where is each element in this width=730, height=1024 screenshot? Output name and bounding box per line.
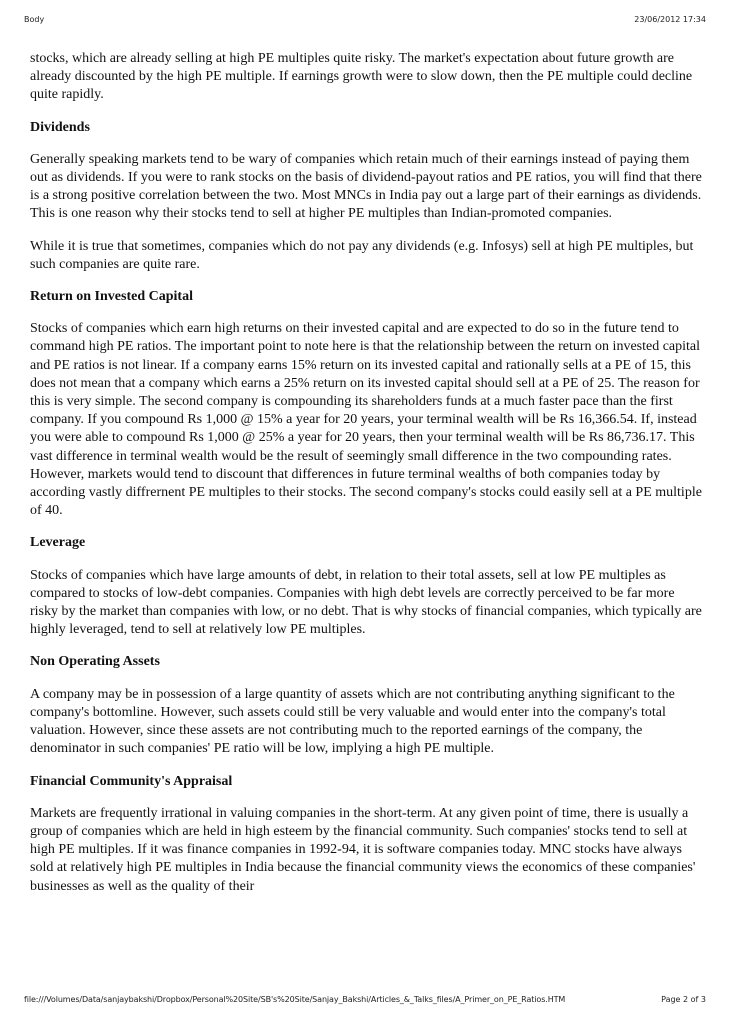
dividends-paragraph-2: While it is true that sometimes, companies which do not pay any dividends (e.g. Infosys) sell at high PE multiples, but such companies are quite rare. [30,238,694,272]
leverage-heading: Leverage [30,535,86,551]
non-operating-heading: Non Operating Assets [30,654,160,670]
document-body [30,50,702,910]
print-header-datetime: 23/06/2012 17:34 [634,15,706,24]
dividends-paragraph-1: Generally speaking markets tend to be wary of companies which retain much of their earnings instead of paying them out as dividends. If you were to rank stocks on the basis of dividend-payout ratios and PE ratios, you will find that there is a strong positive correlation between the two. Most MNCs in India pay out a large part of their earnings as dividends. This is one reason why their stocks tend to sell at higher PE multiples than Indian-promoted companies. [30,151,702,222]
print-footer-page: Page 2 of 3 [661,995,706,1004]
leverage-paragraph: Stocks of companies which have large amounts of debt, in relation to their total assets, sell at low PE multiples as compared to stocks of low-debt companies. Companies with high debt levels are correctly perceived to be far more risky by the market than companies with low, or no debt. That is why stocks of financial companies, which typically are highly leveraged, tend to sell at relatively low PE multiples. [30,567,702,638]
dividends-heading: Dividends [30,119,90,135]
appraisal-paragraph: Markets are frequently irrational in valuing companies in the short-term. At any given point of time, there is usually a group of companies which are held in high esteem by the financial community. Such companies' stocks tend to sell at high PE multiples. If it was finance companies in 1992-94, it is software companies today. MNC stocks have always sold at relatively high PE multiples in India because the financial community views the economics of these companies' businesses as well as the quality of their [30,805,696,894]
non-operating-paragraph: A company may be in possession of a large quantity of assets which are not contributing anything significant to the company's bottomline. However, such assets could still be very valuable and would enter into the company's total valuation. However, since these assets are not contributing much to the reported earnings of the company, the denominator in such companies' PE ratio will be low, implying a high PE multiple. [30,686,675,757]
intro-paragraph: stocks, which are already selling at high PE multiples quite risky. The market's expectation about future growth are already discounted by the high PE multiple. If earnings growth were to slow down, then the PE multiple could decline quite rapidly. [30,51,693,103]
print-footer-path: file:///Volumes/Data/sanjaybakshi/Dropbox/Personal%20Site/SB's%20Site/Sanjay_Bakshi/Articles_&_Talks_files/A_Primer_on_PE_Ratios.HTM [24,995,566,1004]
appraisal-heading: Financial Community's Appraisal [30,773,233,789]
roic-paragraph: Stocks of companies which earn high returns on their invested capital and are expected to do so in the future tend to command high PE ratios. The important point to note here is that the relationship between the return on invested capital and PE ratios is not linear. If a company earns 15% return on its invested capital and rationally sells at a PE of 15, this does not mean that a company which earns a 25% return on its invested capital should sell at a PE of 25. The reason for this is very simple. The second company is compounding its shareholders funds at a much faster pace than the first company. If you compound Rs 1,000 @ 15% a year for 20 years, your terminal wealth will be Rs 16,366.54. If, instead you were able to compound Rs 1,000 @ 25% a year for 20 years, then your terminal wealth will be Rs 86,736.17. This vast difference in terminal wealth would be the result of seemingly small difference in the two compounding rates. However, markets would tend to discount that differences in future terminal wealths of both companies today by according vastly diffrernent PE multiples to their stocks. The second company's stocks could easily sell at a PE multiple of 40. [30,321,702,519]
print-header-title: Body [24,15,45,24]
roic-heading: Return on Invested Capital [30,289,193,305]
